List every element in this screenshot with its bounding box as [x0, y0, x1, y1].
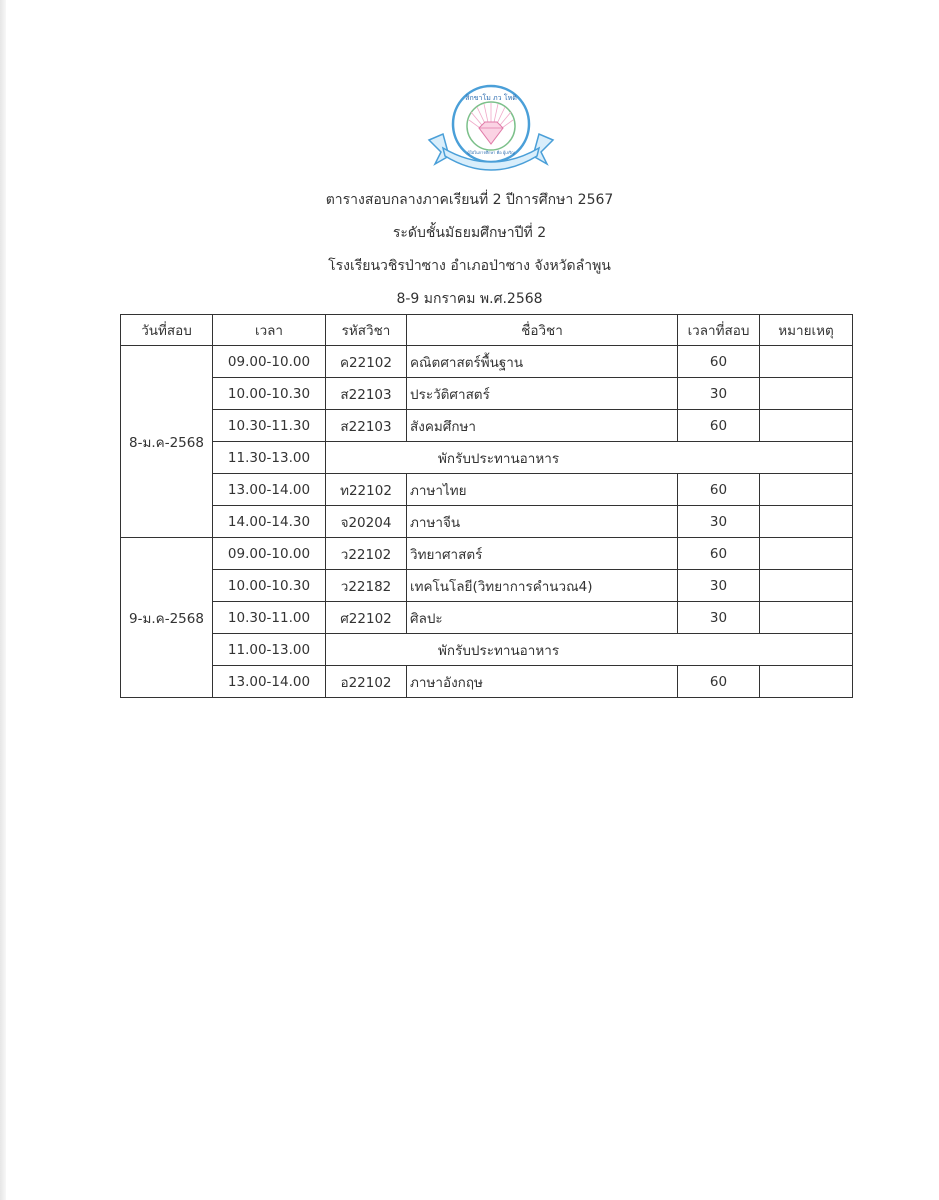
exam-title: ตารางสอบกลางภาคเรียนที่ 2 ปีการศึกษา 2567 [325, 192, 614, 208]
duration-cell: 60 [678, 538, 760, 570]
table-row [121, 410, 853, 442]
table-row [121, 474, 853, 506]
subject-code-cell: จ20204 [326, 506, 407, 538]
page-left-edge [0, 0, 6, 1200]
exam-date-cell: 9-ม.ค-2568 [121, 538, 213, 698]
subject-name-cell: ศิลปะ [407, 602, 678, 634]
exam-dates: 8-9 มกราคม พ.ศ.2568 [396, 291, 543, 307]
time-cell: 10.30-11.30 [213, 410, 326, 442]
header-exam-date: วันที่สอบ [121, 315, 213, 346]
duration-cell: 60 [678, 666, 760, 698]
grade-level: ระดับชั้นมัธยมศึกษาปีที่ 2 [392, 225, 547, 241]
duration-cell: 30 [678, 378, 760, 410]
time-cell: 10.30-11.00 [213, 602, 326, 634]
subject-name-cell: ประวัติศาสตร์ [407, 378, 678, 410]
header-subject-name: ชื่อวิชา [407, 315, 678, 346]
remarks-cell [760, 570, 853, 602]
subject-name-cell: ภาษาไทย [407, 474, 678, 506]
subject-name-cell: ภาษาจีน [407, 506, 678, 538]
school-logo [425, 84, 557, 180]
subject-code-cell: ส22103 [326, 378, 407, 410]
logo-motto: ผู้ใฝ่ในการศึกษา คือ ผู้เจริญ [467, 150, 515, 155]
header-exam-duration: เวลาที่สอบ [678, 315, 760, 346]
duration-cell: 60 [678, 474, 760, 506]
remarks-cell [760, 410, 853, 442]
logo-top-text: สิกขาโม ภว โหติ [465, 94, 517, 102]
time-cell: 10.00-10.30 [213, 570, 326, 602]
subject-code-cell: ว22102 [326, 538, 407, 570]
header-subject-code: รหัสวิชา [326, 315, 407, 346]
table-row [121, 602, 853, 634]
subject-code-cell: ท22102 [326, 474, 407, 506]
subject-code-cell: ส22103 [326, 410, 407, 442]
duration-cell: 30 [678, 602, 760, 634]
time-cell: 13.00-14.00 [213, 666, 326, 698]
remarks-cell [760, 538, 853, 570]
table-row-break [121, 634, 853, 666]
time-cell: 09.00-10.00 [213, 538, 326, 570]
remarks-cell [760, 602, 853, 634]
table-row [121, 378, 853, 410]
subject-name-cell: วิทยาศาสตร์ [407, 538, 678, 570]
duration-cell: 30 [678, 570, 760, 602]
subject-name-cell: สังคมศึกษา [407, 410, 678, 442]
exam-date-cell: 8-ม.ค-2568 [121, 346, 213, 538]
header-remarks: หมายเหตุ [760, 315, 853, 346]
school-name: โรงเรียนวชิรป่าซาง อำเภอป่าซาง จังหวัดลำพูน [328, 258, 611, 274]
table-row [121, 570, 853, 602]
subject-name-cell: เทคโนโลยี(วิทยาการคำนวณ4) [407, 570, 678, 602]
remarks-cell [760, 506, 853, 538]
table-row-break [121, 442, 853, 474]
remarks-cell [760, 346, 853, 378]
header-time: เวลา [213, 315, 326, 346]
table-header-row [121, 315, 853, 346]
time-cell: 09.00-10.00 [213, 346, 326, 378]
exam-schedule-table [120, 314, 853, 698]
time-cell: 14.00-14.30 [213, 506, 326, 538]
duration-cell: 60 [678, 346, 760, 378]
subject-code-cell: ค22102 [326, 346, 407, 378]
duration-cell: 30 [678, 506, 760, 538]
subject-name-cell: ภาษาอังกฤษ [407, 666, 678, 698]
duration-cell: 60 [678, 410, 760, 442]
lunch-break-cell: พักรับประทานอาหาร [326, 442, 853, 474]
time-cell: 13.00-14.00 [213, 474, 326, 506]
table-row [121, 346, 853, 378]
remarks-cell [760, 666, 853, 698]
time-cell: 11.30-13.00 [213, 442, 326, 474]
table-row [121, 506, 853, 538]
subject-name-cell: คณิตศาสตร์พื้นฐาน [407, 346, 678, 378]
table-row [121, 666, 853, 698]
time-cell: 10.00-10.30 [213, 378, 326, 410]
subject-code-cell: อ22102 [326, 666, 407, 698]
remarks-cell [760, 378, 853, 410]
subject-code-cell: ว22182 [326, 570, 407, 602]
subject-code-cell: ศ22102 [326, 602, 407, 634]
table-row [121, 538, 853, 570]
remarks-cell [760, 474, 853, 506]
lunch-break-cell: พักรับประทานอาหาร [326, 634, 853, 666]
time-cell: 11.00-13.00 [213, 634, 326, 666]
